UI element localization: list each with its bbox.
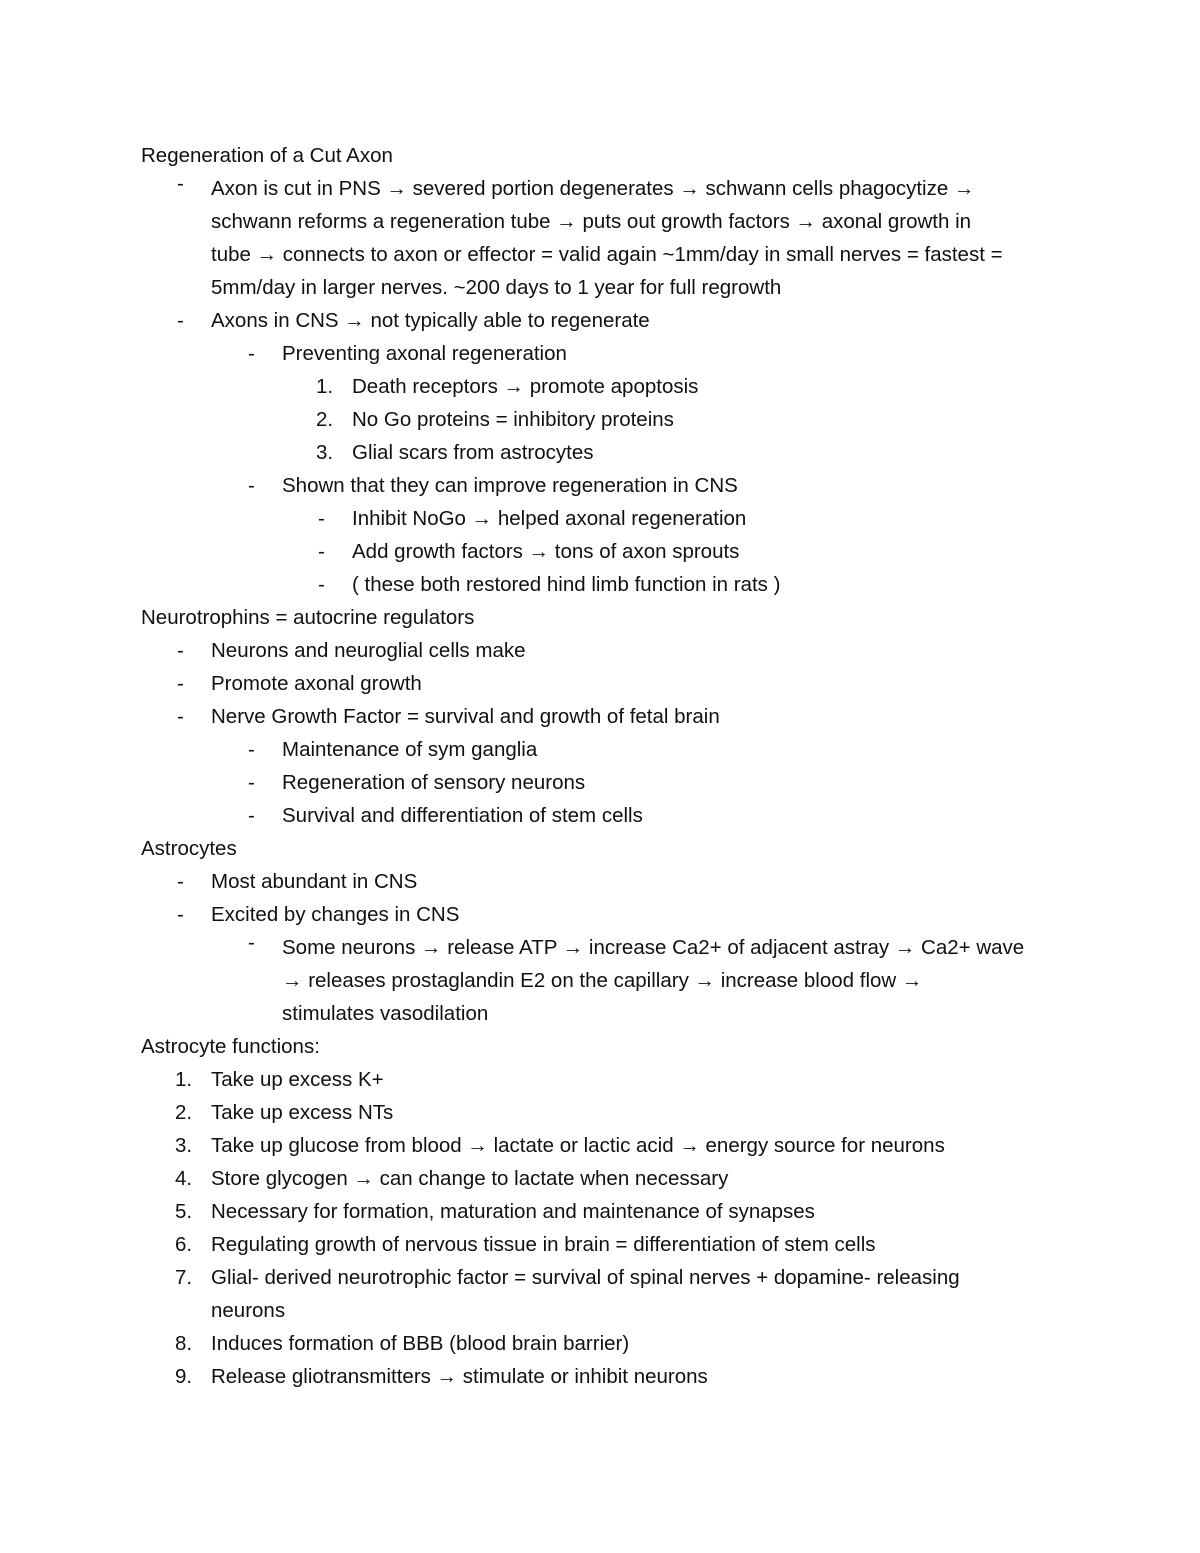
bullet — [141, 898, 1061, 931]
item-number: 2. — [316, 408, 334, 431]
numbered-item — [141, 370, 1061, 403]
subbullet — [141, 799, 1061, 832]
item-text: Take up glucose from blood → lactate or lactic acid → energy source for neurons — [211, 1134, 945, 1157]
document-body — [141, 139, 1061, 1393]
item-number: 3. — [316, 441, 334, 464]
bullet-text: Inhibit NoGo → helped axonal regeneration — [352, 507, 747, 530]
item-text: Death receptors → promote apoptosis — [352, 375, 699, 398]
text-line: stimulates vasodilation — [282, 1002, 489, 1025]
item-number: 1. — [316, 375, 334, 398]
bullet-text: Preventing axonal regeneration — [282, 342, 567, 365]
bullet-dash: - — [248, 771, 255, 794]
bullet — [141, 634, 1061, 667]
bullet — [141, 667, 1061, 700]
bullet-text: ( these both restored hind limb function in rats ) — [352, 573, 781, 596]
heading-astrocyte-functions: Astrocyte functions: — [141, 1035, 320, 1058]
bullet-text: Shown that they can improve regeneration in CNS — [282, 474, 738, 497]
bullet-dash: - — [248, 931, 255, 954]
item-text: No Go proteins = inhibitory proteins — [352, 408, 674, 431]
bullet-dash: - — [177, 672, 184, 695]
numbered-item — [141, 1327, 1061, 1360]
bullet-dash: - — [248, 804, 255, 827]
subbullet — [141, 733, 1061, 766]
item-text: Regulating growth of nervous tissue in brain = differentiation of stem cells — [211, 1233, 876, 1256]
numbered-item — [141, 1360, 1061, 1393]
numbered-item — [141, 1129, 1061, 1162]
numbered-item — [141, 436, 1061, 469]
bullet-dash: - — [318, 540, 325, 563]
bullet-axons-cns — [141, 304, 1061, 337]
bullet-text: Promote axonal growth — [211, 672, 422, 695]
numbered-item — [141, 1228, 1061, 1261]
bullet-dash: - — [318, 573, 325, 596]
text-line: Axon is cut in PNS → severed portion degenerates → schwann cells phagocytize → — [211, 177, 975, 200]
item-text: Necessary for formation, maturation and maintenance of synapses — [211, 1200, 815, 1223]
numbered-item — [141, 403, 1061, 436]
item-number: 9. — [175, 1365, 193, 1388]
bullet — [141, 700, 1061, 733]
subbullet-shown — [141, 469, 1061, 502]
bullet-text: Survival and differentiation of stem cells — [282, 804, 643, 827]
heading-regeneration: Regeneration of a Cut Axon — [141, 144, 393, 167]
text-line: Some neurons → release ATP → increase Ca2+ of adjacent astray → Ca2+ wave — [282, 936, 1025, 959]
numbered-item — [141, 1063, 1061, 1096]
subbullet-preventing — [141, 337, 1061, 370]
bullet-text: Nerve Growth Factor = survival and growth of fetal brain — [211, 705, 720, 728]
numbered-item — [141, 1096, 1061, 1129]
item-text: Induces formation of BBB (blood brain barrier) — [211, 1332, 630, 1355]
bullet-dash: - — [177, 705, 184, 728]
item-text: Release gliotransmitters → stimulate or inhibit neurons — [211, 1365, 708, 1388]
item-text: Store glycogen → can change to lactate when necessary — [211, 1167, 729, 1190]
numbered-item-continuation — [141, 1294, 1061, 1327]
item-number: 3. — [175, 1134, 193, 1157]
bullet-dash: - — [177, 903, 184, 926]
bullet-dash: - — [318, 507, 325, 530]
item-text: Glial scars from astrocytes — [352, 441, 594, 464]
bullet-dash: - — [177, 172, 184, 195]
text-line: tube → connects to axon or effector = valid again ~1mm/day in small nerves = fastest = — [211, 243, 1003, 266]
subbullet — [141, 766, 1061, 799]
bullet-text: Excited by changes in CNS — [211, 903, 460, 926]
item-text: neurons — [211, 1299, 286, 1322]
bullet-axon-cut-pns — [141, 172, 1061, 304]
bullet-text: Add growth factors → tons of axon sprouts — [352, 540, 740, 563]
numbered-item — [141, 1195, 1061, 1228]
bullet-text: Regeneration of sensory neurons — [282, 771, 586, 794]
bullet — [141, 865, 1061, 898]
subbullet-some-neurons — [141, 931, 1061, 1030]
subsub-bullet — [141, 502, 1061, 535]
bullet-text: Maintenance of sym ganglia — [282, 738, 538, 761]
bullet-dash: - — [177, 870, 184, 893]
item-number: 4. — [175, 1167, 193, 1190]
bullet-dash: - — [248, 342, 255, 365]
numbered-item — [141, 1261, 1061, 1294]
item-number: 1. — [175, 1068, 193, 1091]
item-number: 7. — [175, 1266, 193, 1289]
heading-astrocytes: Astrocytes — [141, 837, 237, 860]
bullet-text: Most abundant in CNS — [211, 870, 418, 893]
bullet-text: Neurons and neuroglial cells make — [211, 639, 526, 662]
text-line: schwann reforms a regeneration tube → puts out growth factors → axonal growth in — [211, 210, 972, 233]
numbered-item — [141, 1162, 1061, 1195]
subsub-bullet — [141, 535, 1061, 568]
bullet-dash: - — [248, 474, 255, 497]
bullet-dash: - — [248, 738, 255, 761]
item-number: 6. — [175, 1233, 193, 1256]
text-line: 5mm/day in larger nerves. ~200 days to 1 year for full regrowth — [211, 276, 782, 299]
bullet-text: Axons in CNS → not typically able to regenerate — [211, 309, 650, 332]
heading-neurotrophins: Neurotrophins = autocrine regulators — [141, 606, 475, 629]
bullet-dash: - — [177, 639, 184, 662]
item-number: 8. — [175, 1332, 193, 1355]
item-text: Take up excess K+ — [211, 1068, 384, 1091]
subsub-bullet — [141, 568, 1061, 601]
item-number: 5. — [175, 1200, 193, 1223]
text-line: → releases prostaglandin E2 on the capillary → increase blood flow → — [282, 969, 923, 992]
item-text: Take up excess NTs — [211, 1101, 394, 1124]
item-text: Glial- derived neurotrophic factor = survival of spinal nerves + dopamine- releasing — [211, 1266, 960, 1289]
item-number: 2. — [175, 1101, 193, 1124]
bullet-dash: - — [177, 309, 184, 332]
